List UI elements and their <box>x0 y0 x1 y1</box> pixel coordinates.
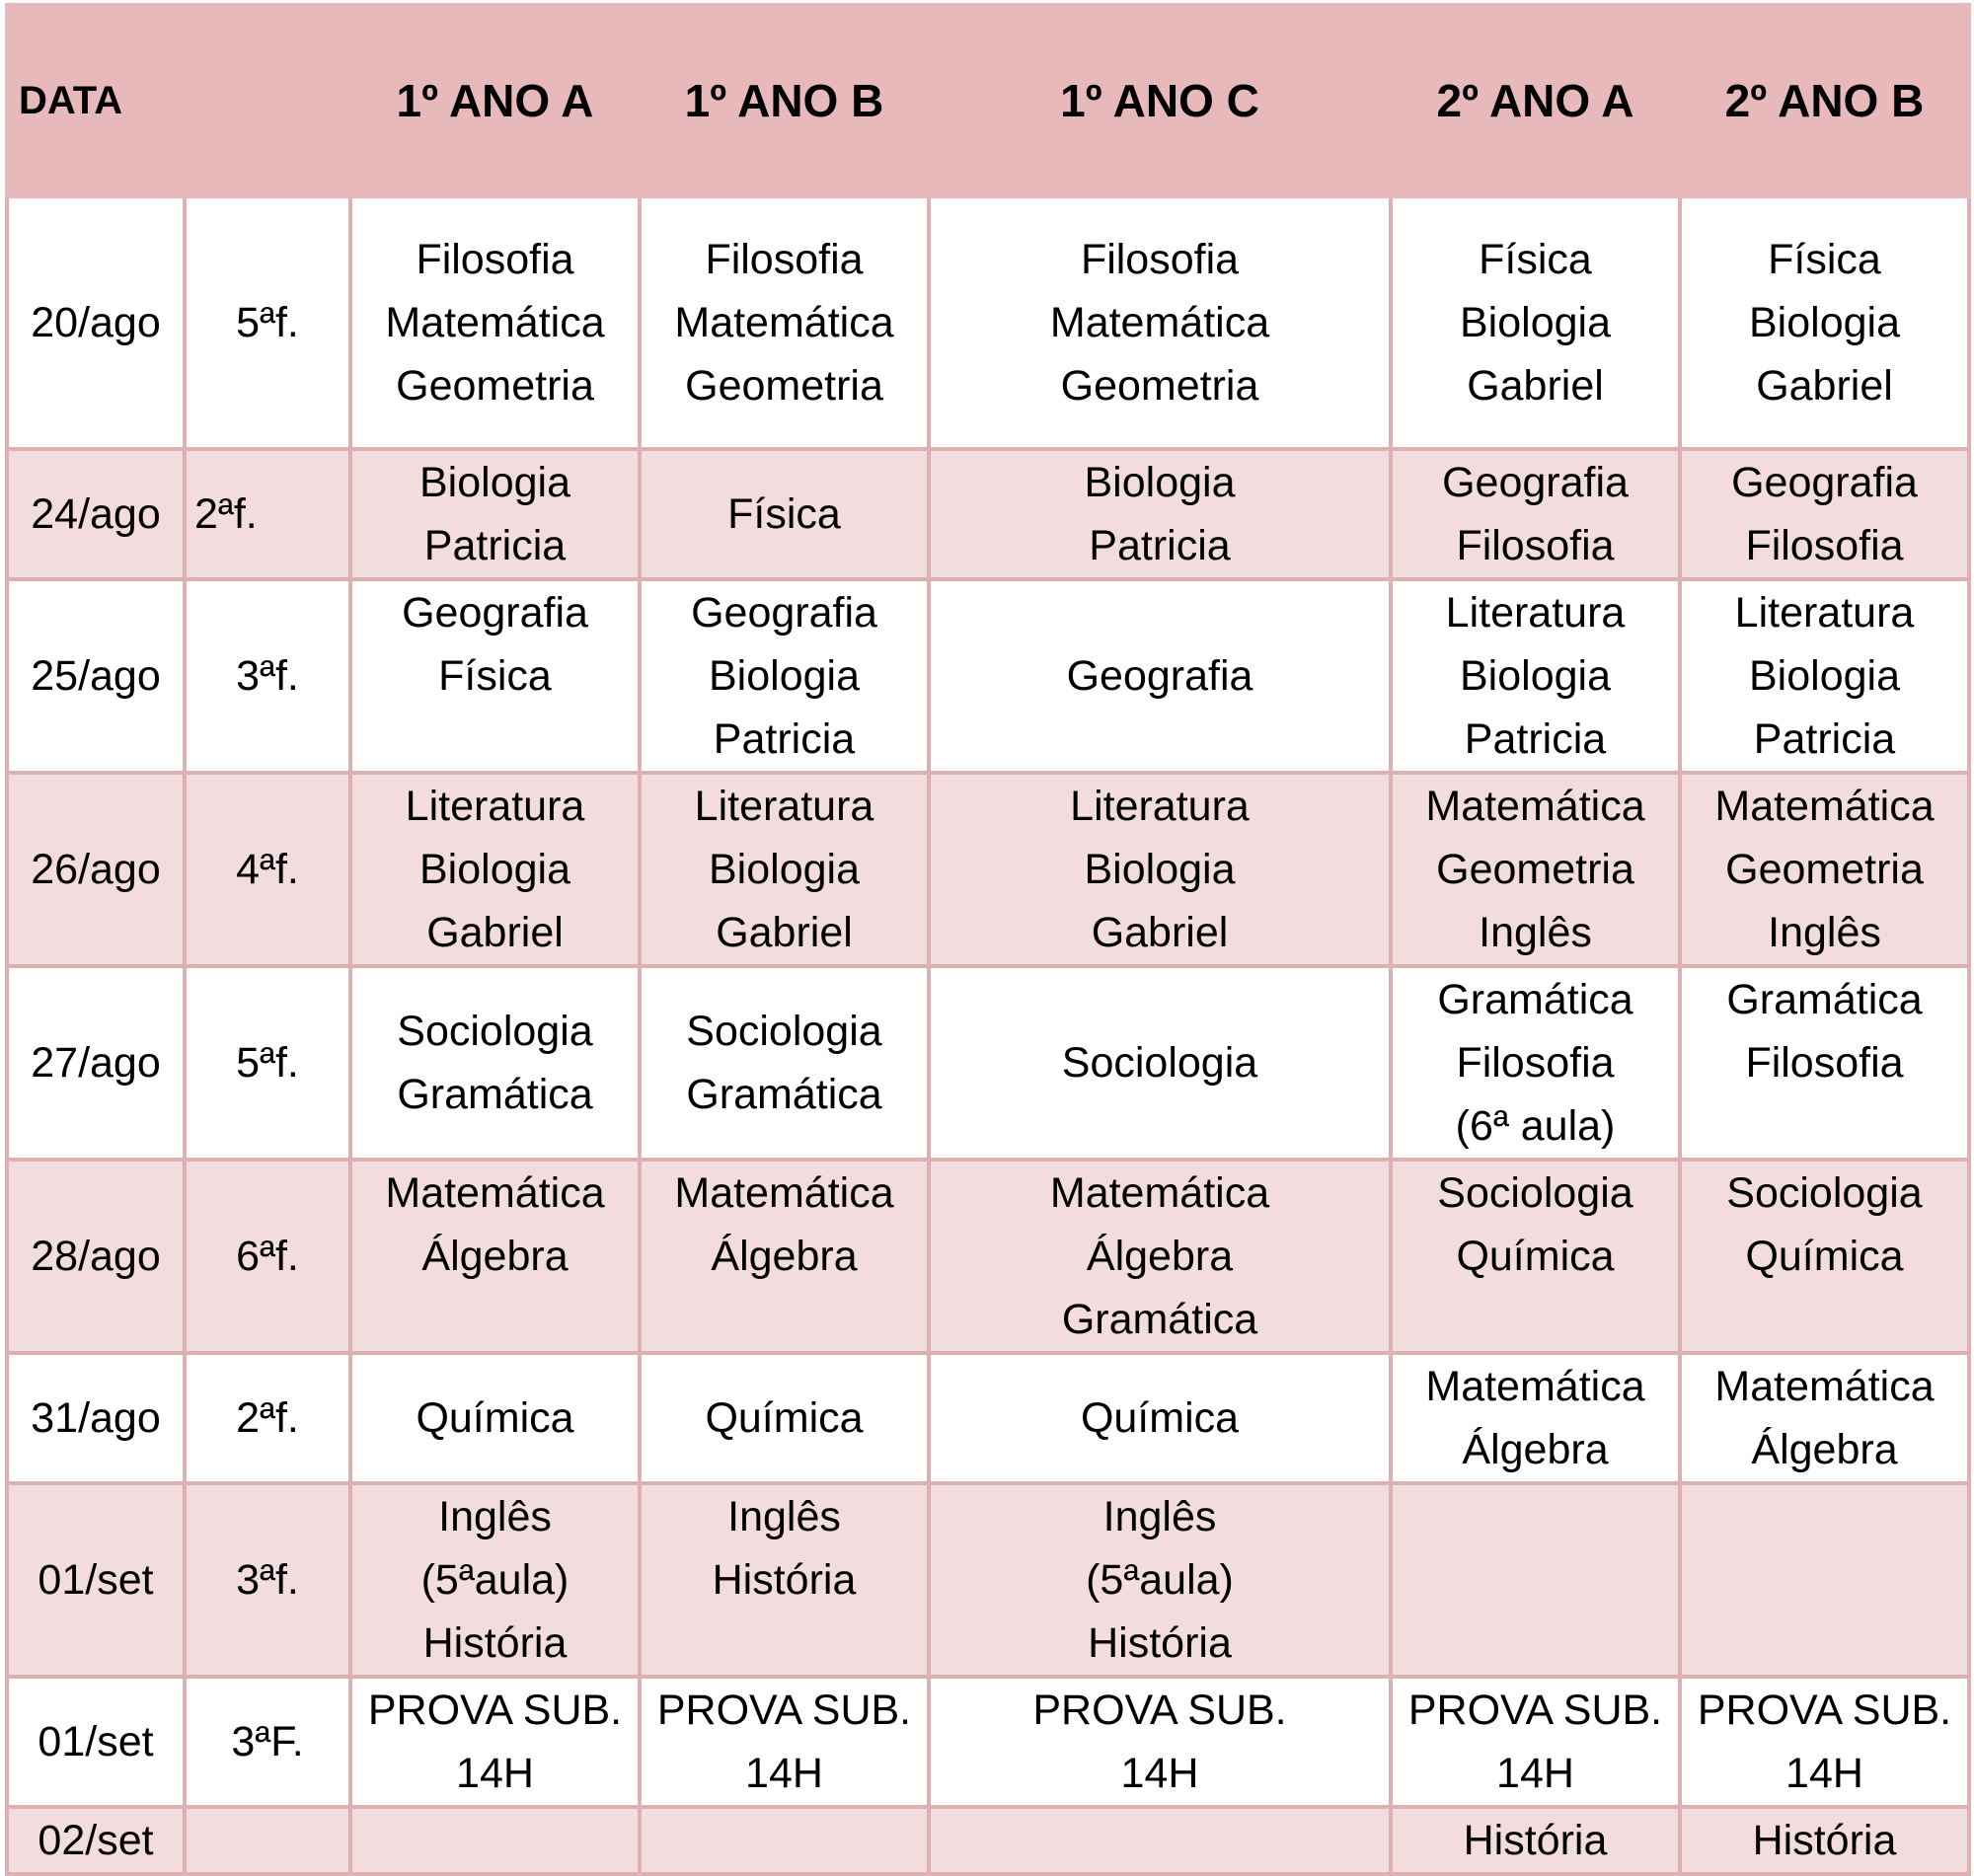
subject: Física <box>438 652 552 700</box>
class-2b-cell <box>1680 1483 1969 1677</box>
subject: Física <box>1479 236 1592 283</box>
subject: História <box>712 1556 857 1604</box>
subject: Literatura <box>694 783 874 830</box>
subject: Filosofia <box>705 236 864 283</box>
table-row <box>7 196 1969 449</box>
class-2a-cell <box>1391 1807 1680 1874</box>
table-row <box>7 1160 1969 1353</box>
subject: Gabriel <box>1756 362 1893 410</box>
class-2b-cell <box>1680 1677 1969 1807</box>
header-class-2b: 2º ANO B <box>1680 5 1969 196</box>
subject: Gramática <box>397 1071 593 1118</box>
subject: Química <box>1456 1233 1615 1280</box>
weekday-cell: 3ªF. <box>185 1677 350 1807</box>
subject: Física <box>727 490 841 538</box>
subject: Gabriel <box>716 909 853 956</box>
subject: Matemática <box>385 1169 605 1217</box>
class-1a-cell <box>350 1160 640 1353</box>
subject: História <box>1752 1817 1897 1864</box>
date-cell: 31/ago <box>7 1353 185 1483</box>
subject: Biologia <box>419 459 570 506</box>
subject: (6ª aula) <box>1455 1102 1616 1150</box>
subject: Literatura <box>405 783 585 830</box>
subject: Geografia <box>1066 652 1253 700</box>
weekday-cell: 5ªf. <box>185 966 350 1160</box>
date-cell: 20/ago <box>7 196 185 449</box>
subject: 14H <box>1120 1750 1199 1797</box>
weekday-cell: 5ªf. <box>185 196 350 449</box>
class-1b-cell <box>640 966 929 1160</box>
subject: Inglês <box>1479 909 1592 956</box>
subject: Gabriel <box>1091 909 1229 956</box>
subject: Geografia <box>1731 459 1918 506</box>
subject: Biologia <box>1084 846 1236 893</box>
class-1a-cell <box>350 1677 640 1807</box>
subject: Álgebra <box>711 1233 858 1280</box>
header-row <box>7 5 1969 196</box>
weekday-cell: 4ªf. <box>185 773 350 966</box>
class-2a-cell <box>1391 1353 1680 1483</box>
class-2b-cell <box>1680 1160 1969 1353</box>
subject: História <box>1088 1619 1232 1667</box>
class-2b-cell <box>1680 449 1969 579</box>
class-2a-cell <box>1391 579 1680 773</box>
weekday-cell <box>185 1807 350 1874</box>
class-2a-cell <box>1391 196 1680 449</box>
subject: Biologia <box>419 846 570 893</box>
header-class-1b: 1º ANO B <box>640 5 929 196</box>
class-1b-cell <box>640 1160 929 1353</box>
table-row <box>7 579 1969 773</box>
subject: Matemática <box>1049 299 1270 346</box>
subject: Matemática <box>674 1169 894 1217</box>
date-cell: 25/ago <box>7 579 185 773</box>
class-2a-cell <box>1391 1160 1680 1353</box>
subject: PROVA SUB. <box>1407 1687 1663 1734</box>
subject: Filosofia <box>1745 1039 1904 1087</box>
subject: Patricia <box>423 522 567 569</box>
subject: Álgebra <box>1751 1426 1898 1473</box>
class-1c-cell <box>929 1677 1391 1807</box>
subject: Gramática <box>1061 1296 1258 1343</box>
class-1c-cell <box>929 1160 1391 1353</box>
subject: 14H <box>456 1750 534 1797</box>
subject: Biologia <box>709 652 860 700</box>
class-2a-cell <box>1391 1677 1680 1807</box>
subject: PROVA SUB. <box>1032 1687 1287 1734</box>
subject: Geografia <box>691 589 877 637</box>
subject: 14H <box>1785 1750 1863 1797</box>
subject: Álgebra <box>421 1233 569 1280</box>
class-1c-cell <box>929 579 1391 773</box>
table-row <box>7 1483 1969 1677</box>
subject: Geografia <box>402 589 588 637</box>
subject: PROVA SUB. <box>656 1687 912 1734</box>
subject: Matemática <box>1049 1169 1270 1217</box>
subject: Filosofia <box>1456 1039 1615 1087</box>
subject: História <box>422 1619 568 1667</box>
subject: Matemática <box>1714 1363 1935 1410</box>
table-row <box>7 1807 1969 1874</box>
subject: Gabriel <box>1467 362 1604 410</box>
subject: Filosofia <box>416 236 574 283</box>
class-1c-cell <box>929 1483 1391 1677</box>
weekday-cell: 3ªf. <box>185 1483 350 1677</box>
class-1b-cell <box>640 579 929 773</box>
subject: Gramática <box>686 1071 882 1118</box>
class-1c-cell <box>929 966 1391 1160</box>
subject: Literatura <box>1445 589 1626 637</box>
subject: Gramática <box>1437 976 1633 1023</box>
date-cell: 02/set <box>7 1807 185 1874</box>
class-2a-cell <box>1391 966 1680 1160</box>
subject: Geometria <box>685 362 883 410</box>
class-1a-cell <box>350 196 640 449</box>
subject: Inglês <box>727 1493 841 1540</box>
class-2a-cell <box>1391 449 1680 579</box>
subject: Biologia <box>709 846 860 893</box>
class-1a-cell <box>350 1483 640 1677</box>
subject: Gabriel <box>426 909 564 956</box>
class-1c-cell <box>929 196 1391 449</box>
subject: História <box>1463 1817 1608 1864</box>
header-date: DATA <box>7 5 185 196</box>
subject: Filosofia <box>1745 522 1904 569</box>
class-2b-cell <box>1680 1353 1969 1483</box>
subject: Matemática <box>1425 1363 1645 1410</box>
class-1b-cell <box>640 1807 929 1874</box>
subject: Matemática <box>1425 783 1645 830</box>
subject: Química <box>416 1394 574 1442</box>
subject: Filosofia <box>1080 236 1240 283</box>
class-1a-cell <box>350 579 640 773</box>
subject: Sociologia <box>397 1008 593 1055</box>
subject: Inglês <box>438 1493 552 1540</box>
subject: Álgebra <box>1462 1426 1609 1473</box>
header-class-1c: 1º ANO C <box>929 5 1391 196</box>
subject: Gramática <box>1726 976 1923 1023</box>
class-2b-cell <box>1680 1807 1969 1874</box>
subject: Matemática <box>674 299 894 346</box>
class-1c-cell <box>929 449 1391 579</box>
header-class-2a: 2º ANO A <box>1391 5 1680 196</box>
subject: Inglês <box>1768 909 1881 956</box>
class-2b-cell <box>1680 579 1969 773</box>
subject: Matemática <box>1714 783 1935 830</box>
subject: Sociologia <box>1437 1169 1633 1217</box>
subject: Química <box>705 1394 864 1442</box>
table-row <box>7 1677 1969 1807</box>
subject: Patricia <box>1089 522 1231 569</box>
subject: Patricia <box>1753 715 1896 763</box>
subject: Biologia <box>1460 652 1611 700</box>
weekday-cell: 2ªf. <box>185 449 350 579</box>
subject: Matemática <box>385 299 605 346</box>
class-1a-cell <box>350 966 640 1160</box>
subject: (5ªaula) <box>1086 1556 1234 1604</box>
class-1c-cell <box>929 1353 1391 1483</box>
class-1b-cell <box>640 1353 929 1483</box>
subject: Química <box>1080 1394 1240 1442</box>
class-1a-cell <box>350 1807 640 1874</box>
subject: Biologia <box>1749 652 1900 700</box>
class-1b-cell <box>640 773 929 966</box>
subject: Biologia <box>1084 459 1236 506</box>
class-1b-cell <box>640 196 929 449</box>
subject: Biologia <box>1749 299 1900 346</box>
class-1b-cell <box>640 1483 929 1677</box>
date-cell: 24/ago <box>7 449 185 579</box>
subject: Álgebra <box>1086 1233 1234 1280</box>
header-class-1a: 1º ANO A <box>350 5 640 196</box>
subject: Geometria <box>1725 846 1924 893</box>
weekday-cell: 6ªf. <box>185 1160 350 1353</box>
subject: Biologia <box>1460 299 1611 346</box>
date-cell: 27/ago <box>7 966 185 1160</box>
class-1b-cell <box>640 449 929 579</box>
subject: Geografia <box>1442 459 1629 506</box>
weekday-cell: 2ªf. <box>185 1353 350 1483</box>
table-row <box>7 449 1969 579</box>
subject: Inglês <box>1102 1493 1217 1540</box>
subject: Geometria <box>1436 846 1634 893</box>
class-1a-cell <box>350 773 640 966</box>
table-row <box>7 773 1969 966</box>
weekday-cell: 3ªf. <box>185 579 350 773</box>
subject: Patricia <box>713 715 856 763</box>
class-2b-cell <box>1680 966 1969 1160</box>
class-2a-cell <box>1391 1483 1680 1677</box>
class-1b-cell <box>640 1677 929 1807</box>
subject: Sociologia <box>1726 1169 1923 1217</box>
date-cell: 01/set <box>7 1483 185 1677</box>
subject: Literatura <box>1070 783 1250 830</box>
date-cell: 28/ago <box>7 1160 185 1353</box>
subject: 14H <box>1496 1750 1574 1797</box>
subject: Literatura <box>1734 589 1915 637</box>
table-row <box>7 966 1969 1160</box>
table-row <box>7 1353 1969 1483</box>
date-cell: 26/ago <box>7 773 185 966</box>
class-2a-cell <box>1391 773 1680 966</box>
subject: 14H <box>745 1750 823 1797</box>
subject: PROVA SUB. <box>367 1687 623 1734</box>
date-cell: 01/set <box>7 1677 185 1807</box>
exam-schedule-table <box>5 3 1971 1876</box>
class-2b-cell <box>1680 773 1969 966</box>
subject: Geometria <box>1060 362 1259 410</box>
subject: Sociologia <box>1061 1039 1258 1087</box>
class-1c-cell <box>929 1807 1391 1874</box>
header-day <box>185 5 350 196</box>
subject: Filosofia <box>1456 522 1615 569</box>
subject: Física <box>1768 236 1881 283</box>
subject: Química <box>1745 1233 1904 1280</box>
class-1a-cell <box>350 449 640 579</box>
subject: Patricia <box>1464 715 1607 763</box>
class-1a-cell <box>350 1353 640 1483</box>
class-2b-cell <box>1680 196 1969 449</box>
subject: Geometria <box>396 362 594 410</box>
subject: Sociologia <box>686 1008 882 1055</box>
subject: (5ªaula) <box>420 1556 569 1604</box>
class-1c-cell <box>929 773 1391 966</box>
subject: PROVA SUB. <box>1697 1687 1952 1734</box>
